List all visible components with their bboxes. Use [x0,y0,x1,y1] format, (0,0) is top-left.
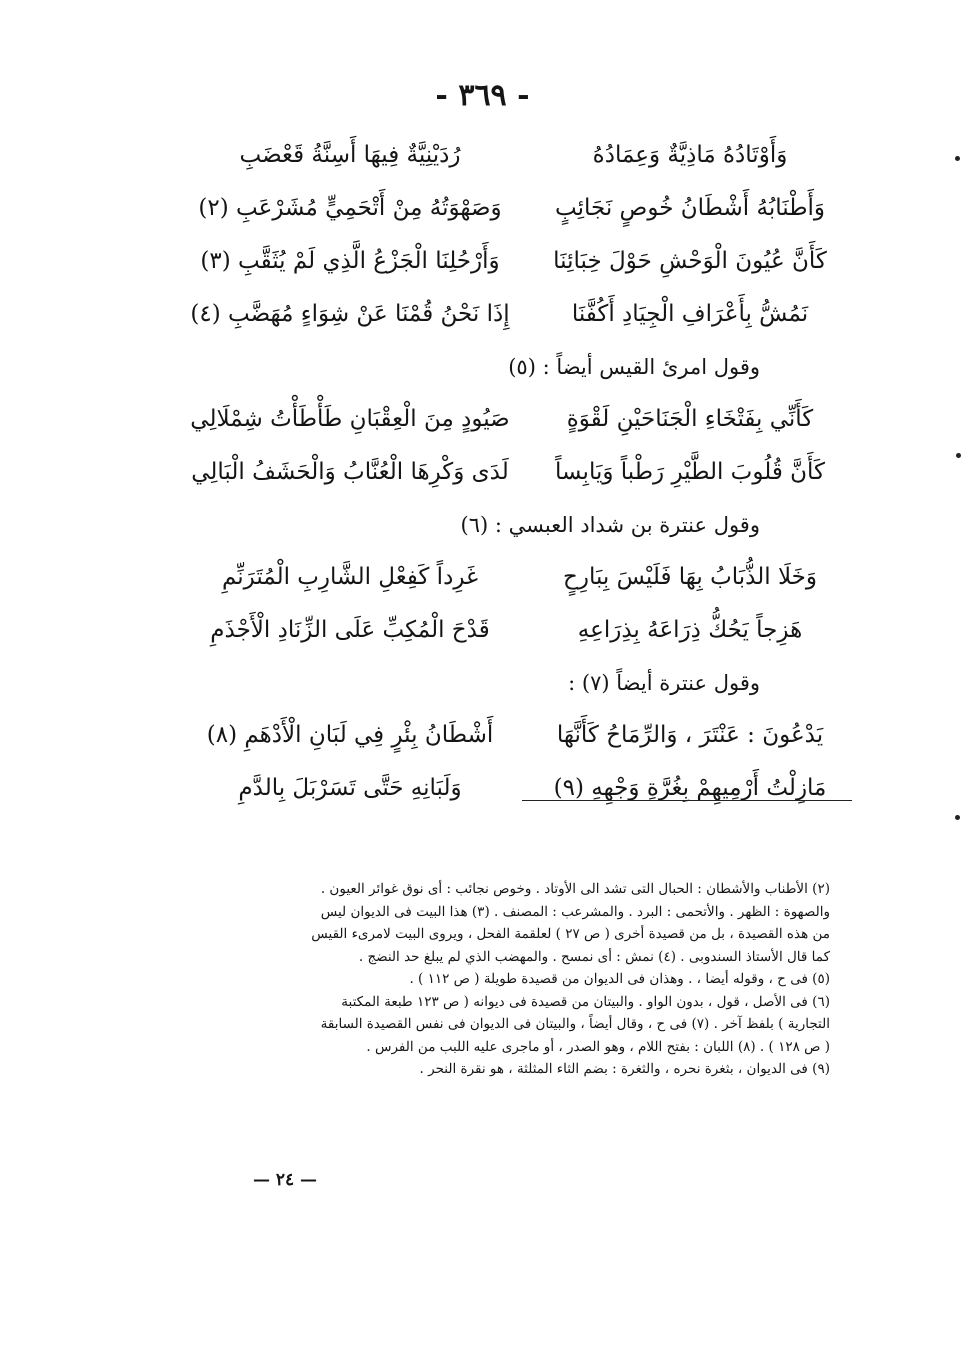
verse-line [190,130,850,183]
verse-second-hemistich: وَصَهْوَتُهُ مِنْ أَتْحَمِيٍّ مُشَرْعَبِ (٢) [198,195,502,221]
scan-speck [955,156,960,161]
verse-second-hemistich: لَدَى وَكْرِهَا الْعُنَّابُ وَالْحَشَفُ الْبَالِي [191,459,509,485]
verse-first-hemistich: وَخَلَا الذُّبَابُ بِهَا فَلَيْسَ بِبَارِحٍ [562,564,817,590]
verse-line [190,763,850,816]
footnote-line: والصهوة : الظهر . والأتحمى : البرد . والمشرعب : المصنف . (٣) هذا البيت فى الديوان ليس [320,903,830,920]
verse-line [190,605,850,658]
verse-first-hemistich: كَأَنَّ قُلُوبَ الطَّيْرِ رَطْباً وَيَابِساً [555,459,825,485]
footnote-line: من هذه القصيدة ، بل من قصيدة أخرى ( ص ٢٧ ) لعلقمة الفحل ، ويروى البيت لامرىء القيس [311,926,830,942]
verse-intro: وقول عنترة بن شداد العبسي : (٦) [460,513,760,537]
footnotes [195,878,830,1081]
verse-second-hemistich: صَيُودٍ مِنَ الْعِقْبَانِ طَأْطَأْتُ شِمْلَالِي [190,406,510,432]
verse-second-hemistich: أَشْطَانُ بِئْرٍ فِي لَبَانِ الْأَدْهَمِ (٨) [206,722,494,748]
verse-line [190,183,850,236]
page-number: - ٣٦٩ - [435,78,530,113]
verse-first-hemistich: هَزِجاً يَحُكُّ ذِرَاعَهُ بِذِرَاعِهِ [577,617,803,643]
verse-second-hemistich: غَرِداً كَفِعْلِ الشَّارِبِ الْمُتَرَنِّمِ [221,564,479,590]
scan-speck [955,815,960,820]
footnote-line: (٩) فى الديوان ، بثغرة نحره ، والثغرة : بضم الثاء المثلثة ، هو نقرة النحر . [419,1061,830,1077]
verse-line [190,552,850,605]
footnote-line: كما قال الأستاذ السندوبى . (٤) نمش : أى نمسح . والمهضب الذي لم يبلغ حد النضج . [358,948,830,965]
poem-verses [190,130,850,816]
verse-line [190,394,850,447]
verse-intro: وقول عنترة أيضاً (٧) : [568,671,760,695]
verse-second-hemistich: رُدَيْنِيَّةٌ فِيهَا أَسِنَّةُ قَعْضَبِ [239,142,461,168]
verse-first-hemistich: يَدْعُونَ : عَنْتَرَ ، وَالرِّمَاحُ كَأَنَّهَا [556,722,824,748]
footnote-line: ( ص ١٢٨ ) . (٨) اللبان : بفتح اللام ، وهو الصدر ، أو ماجرى عليه اللبب من الفرس . [366,1038,830,1055]
footnote-line: (٥) فى ح ، وقوله أيضا ، . وهذان فى الديوان من قصيدة طويلة ( ص ١١٢ ) . [409,971,830,987]
verse-underline-rule [522,800,852,801]
verse-first-hemistich: كَأَنِّي بِفَتْخَاءِ الْجَنَاحَيْنِ لَقْوَةٍ [566,406,814,432]
verse-second-hemistich: وَأَرْحُلِنَا الْجَزْعُ الَّذِي لَمْ يُثَقَّبِ (٣) [200,248,500,274]
verse-second-hemistich: وَلَبَانِهِ حَتَّى تَسَرْبَلَ بِالدَّمِ [238,775,462,801]
scan-speck [956,453,961,458]
verse-first-hemistich: كَأَنَّ عُيُونَ الْوَحْشِ حَوْلَ خِبَائِنَا [553,248,827,274]
verse-first-hemistich: وَأَطْنَابُهُ أَشْطَانُ خُوصٍ نَجَائِبٍ [555,195,825,221]
footnote-line: (٦) فى الأصل ، قول ، بدون الواو . والبيتان من قصيدة فى ديوانه ( ص ١٢٣ طبعة المكتبة [341,993,830,1010]
verse-second-hemistich: إِذَا نَحْنُ قُمْنَا عَنْ شِوَاءٍ مُهَضَّبِ (٤) [190,301,510,327]
verse-first-hemistich: مَازِلْتُ أَرْمِيهِمْ بِغُرَّةِ وَجْهِهِ (٩) [553,775,827,801]
verse-first-hemistich: نَمُشُّ بِأَعْرَافِ الْجِيَادِ أَكُفَّنَا [571,301,809,327]
footnote-line: (٢) الأطناب والأشطان : الحبال التى تشد الى الأوتاد . وخوص نجائب : أى نوق غوائر العيون . [320,881,830,897]
verse-first-hemistich: وَأَوْتَادُهُ مَاذِيَّةٌ وَعِمَادُهُ [592,142,788,168]
verse-line [190,289,850,342]
verse-second-hemistich: قَدْحَ الْمُكِبِّ عَلَى الزِّنَادِ الْأَجْذَمِ [210,617,490,643]
footnote-line: التجارية ) بلفظ آخر . (٧) فى ح ، وقال أيضاً ، والبيتان فى الديوان فى نفس القصيدة السابقة [320,1016,830,1032]
verse-line [190,710,850,763]
verse-line [190,447,850,500]
page-footer-number: — ٢٤ — [252,1170,318,1190]
verse-line [190,236,850,289]
verse-intro: وقول امرئ القيس أيضاً : (٥) [508,355,760,379]
